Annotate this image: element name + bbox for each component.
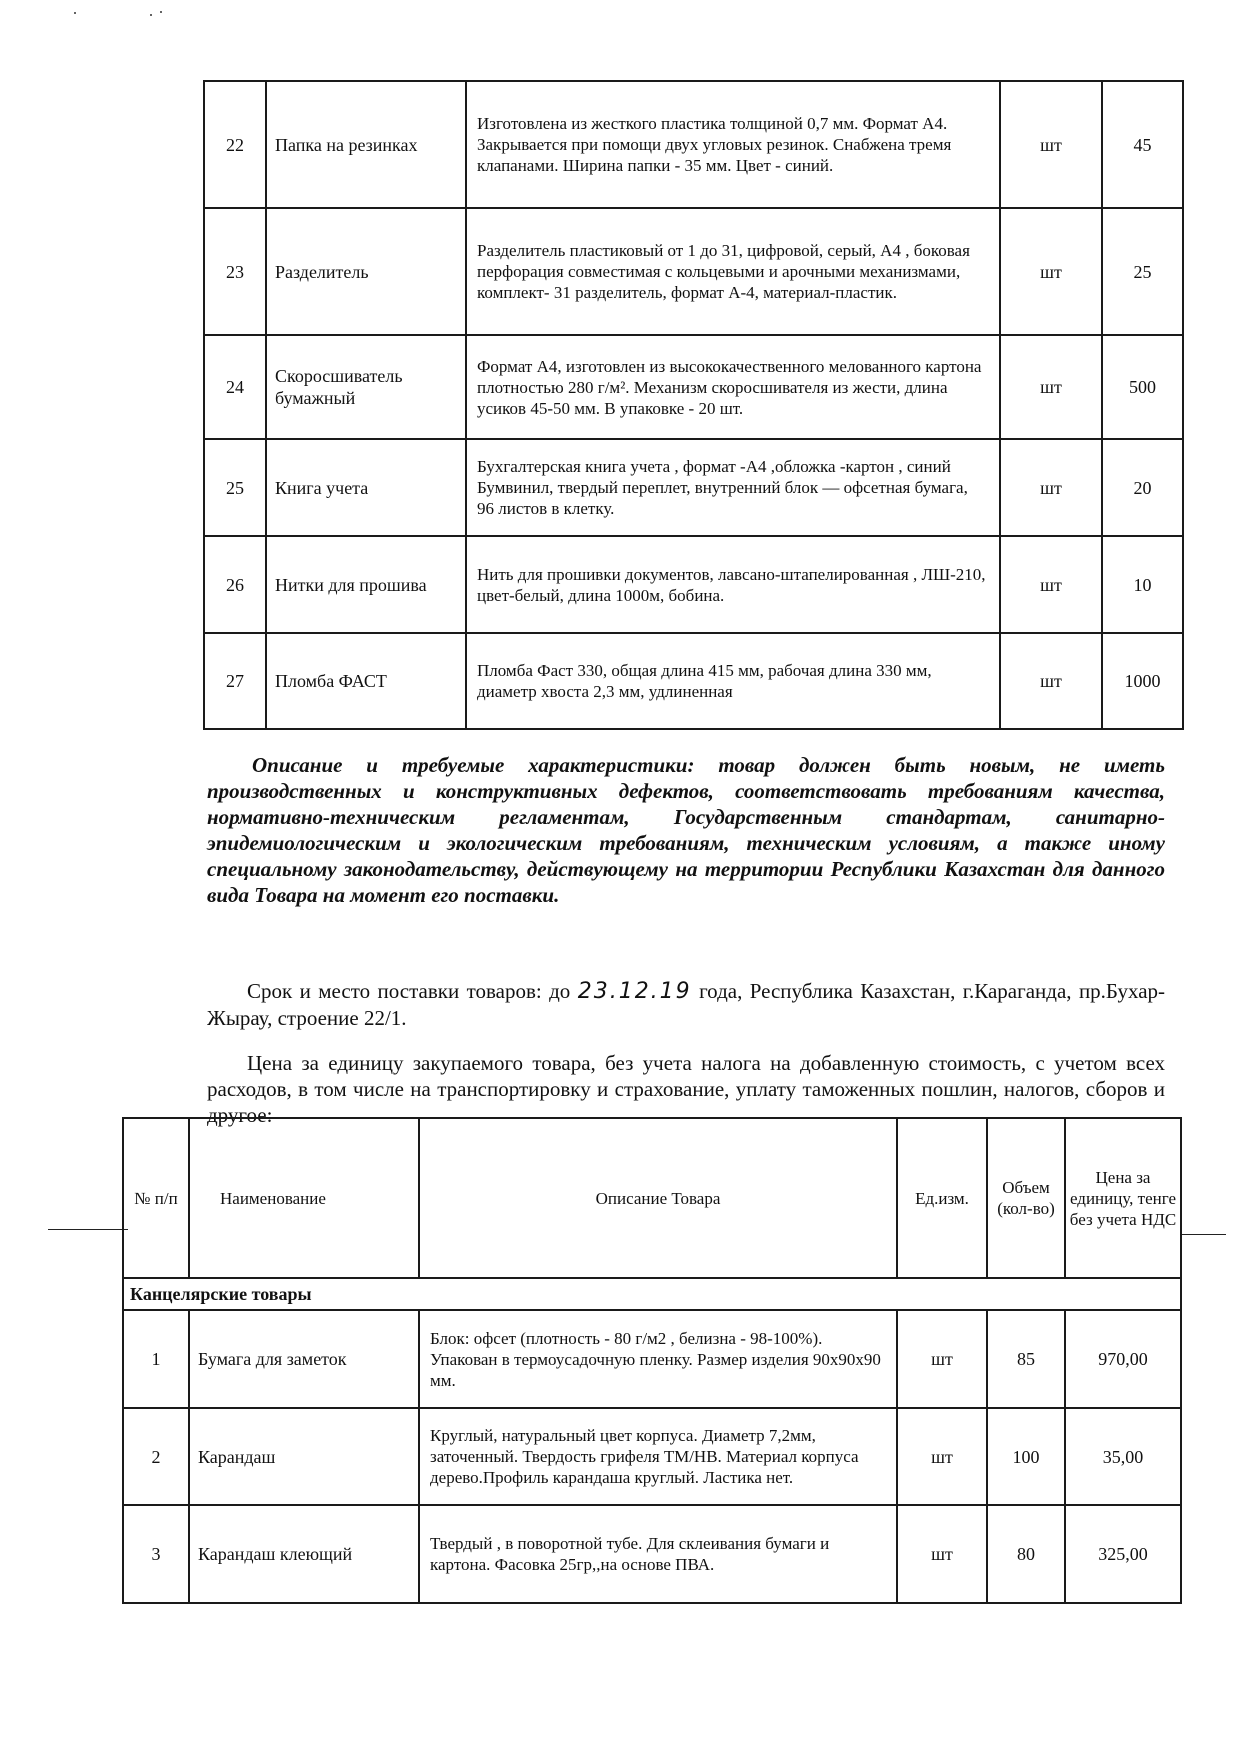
top-goods-table xyxy=(203,80,1184,730)
header-unit: Ед.изм. xyxy=(897,1118,987,1278)
item-unit: шт xyxy=(897,1310,987,1408)
scan-speck xyxy=(74,12,76,14)
item-description: Круглый, натуральный цвет корпуса. Диаметр 7,2мм, заточенный. Твердость грифеля ТМ/НВ. Материал корпуса дерево.Профиль карандаша круглый. Ластика нет. xyxy=(419,1408,897,1505)
category-label: Канцелярские товары xyxy=(123,1278,1181,1310)
item-quantity: 45 xyxy=(1102,81,1183,208)
item-price: 325,00 xyxy=(1065,1505,1181,1603)
category-row xyxy=(123,1278,1181,1310)
item-quantity: 25 xyxy=(1102,208,1183,335)
row-number: 23 xyxy=(204,208,266,335)
row-number: 2 xyxy=(123,1408,189,1505)
header-description: Описание Товара xyxy=(419,1118,897,1278)
header-number: № п/п xyxy=(123,1118,189,1278)
row-number: 22 xyxy=(204,81,266,208)
item-quantity: 10 xyxy=(1102,536,1183,633)
price-table xyxy=(122,1117,1182,1604)
requirements-paragraph: Описание и требуемые характеристики: товар должен быть новым, не иметь производственных и конструктивных дефектов, соответствовать требованиям качества, нормативно-техническим регламентам, Государственным стандартам, санитарно-эпидемиологическим и экологическим требованиям, техническим условиям, а также иному специальному законодательству, действующему на территории Республики Казахстан для данного вида Товара на момент его поставки. xyxy=(207,753,1165,907)
row-number: 1 xyxy=(123,1310,189,1408)
table-row xyxy=(204,81,1183,208)
item-price: 970,00 xyxy=(1065,1310,1181,1408)
item-unit: шт xyxy=(1000,536,1102,633)
item-name: Карандаш клеющий xyxy=(189,1505,419,1603)
table-row xyxy=(204,633,1183,729)
row-number: 3 xyxy=(123,1505,189,1603)
row-number: 24 xyxy=(204,335,266,439)
scan-line xyxy=(1182,1234,1226,1235)
header-price: Цена за единицу, тенге без учета НДС xyxy=(1065,1118,1181,1278)
row-number: 25 xyxy=(204,439,266,536)
item-unit: шт xyxy=(1000,633,1102,729)
delivery-text-after: года, Республика Казахстан, г.Караганда, пр.Бухар-Жырау, строение 22/1. xyxy=(207,979,1166,1030)
item-name: Пломба ФАСТ xyxy=(266,633,466,729)
item-description: Бухгалтерская книга учета , формат -А4 ,обложка -картон , синий Бумвинил, твердый переплет, внутренний блок — офсетная бумага, 96 листов в клетку. xyxy=(466,439,1000,536)
item-quantity: 20 xyxy=(1102,439,1183,536)
table-header-row xyxy=(123,1118,1181,1278)
item-unit: шт xyxy=(897,1408,987,1505)
delivery-terms-paragraph xyxy=(207,978,1165,1031)
item-name: Карандаш xyxy=(189,1408,419,1505)
item-description: Нить для прошивки документов, лавсано-штапелированная , ЛШ-210, цвет-белый, длина 1000м, бобина. xyxy=(466,536,1000,633)
delivery-text-before: Срок и место поставки товаров: до xyxy=(247,979,571,1003)
item-name: Папка на резинках xyxy=(266,81,466,208)
item-quantity: 85 xyxy=(987,1310,1065,1408)
table-row xyxy=(204,439,1183,536)
price-terms-paragraph: Цена за единицу закупаемого товара, без учета налога на добавленную стоимость, с учетом всех расходов, в том числе на транспортировку и страхование, уплату таможенных пошлин, налогов, сборов и другое: xyxy=(207,1051,1165,1127)
item-name: Нитки для прошива xyxy=(266,536,466,633)
item-name: Разделитель xyxy=(266,208,466,335)
item-unit: шт xyxy=(897,1505,987,1603)
item-unit: шт xyxy=(1000,208,1102,335)
scan-speck xyxy=(160,11,162,13)
item-quantity: 100 xyxy=(987,1408,1065,1505)
table-row xyxy=(204,536,1183,633)
header-name: Наименование xyxy=(189,1118,419,1278)
item-description: Блок: офсет (плотность - 80 г/м2 , белизна - 98-100%). Упакован в термоусадочную пленку. Размер изделия 90х90х90 мм. xyxy=(419,1310,897,1408)
item-name: Скоросшиватель бумажный xyxy=(266,335,466,439)
item-unit: шт xyxy=(1000,81,1102,208)
scan-line xyxy=(48,1229,128,1230)
item-unit: шт xyxy=(1000,335,1102,439)
item-quantity: 500 xyxy=(1102,335,1183,439)
item-description: Твердый , в поворотной тубе. Для склеивания бумаги и картона. Фасовка 25гр,,на основе ПВА. xyxy=(419,1505,897,1603)
row-number: 27 xyxy=(204,633,266,729)
item-price: 35,00 xyxy=(1065,1408,1181,1505)
item-quantity: 1000 xyxy=(1102,633,1183,729)
scan-speck xyxy=(150,14,152,16)
item-description: Формат А4, изготовлен из высококачественного мелованного картона плотностью 280 г/м². Механизм скоросшивателя из жести, длина усиков 45-50 мм. В упаковке - 20 шт. xyxy=(466,335,1000,439)
table-row xyxy=(204,335,1183,439)
row-number: 26 xyxy=(204,536,266,633)
table-row xyxy=(123,1310,1181,1408)
item-quantity: 80 xyxy=(987,1505,1065,1603)
item-description: Пломба Фаст 330, общая длина 415 мм, рабочая длина 330 мм, диаметр хвоста 2,3 мм, удлиненная xyxy=(466,633,1000,729)
item-name: Книга учета xyxy=(266,439,466,536)
header-quantity: Объем (кол-во) xyxy=(987,1118,1065,1278)
handwritten-delivery-date: 23.12.19 xyxy=(577,979,692,1004)
item-name: Бумага для заметок xyxy=(189,1310,419,1408)
item-description: Разделитель пластиковый от 1 до 31, цифровой, серый, А4 , боковая перфорация совместимая с кольцевыми и арочными механизмами, комплект- 31 разделитель, формат А-4, материал-пластик. xyxy=(466,208,1000,335)
table-row xyxy=(123,1505,1181,1603)
table-row xyxy=(123,1408,1181,1505)
item-unit: шт xyxy=(1000,439,1102,536)
item-description: Изготовлена из жесткого пластика толщиной 0,7 мм. Формат А4. Закрывается при помощи двух угловых резинок. Снабжена тремя клапанами. Ширина папки - 35 мм. Цвет - синий. xyxy=(466,81,1000,208)
table-row xyxy=(204,208,1183,335)
